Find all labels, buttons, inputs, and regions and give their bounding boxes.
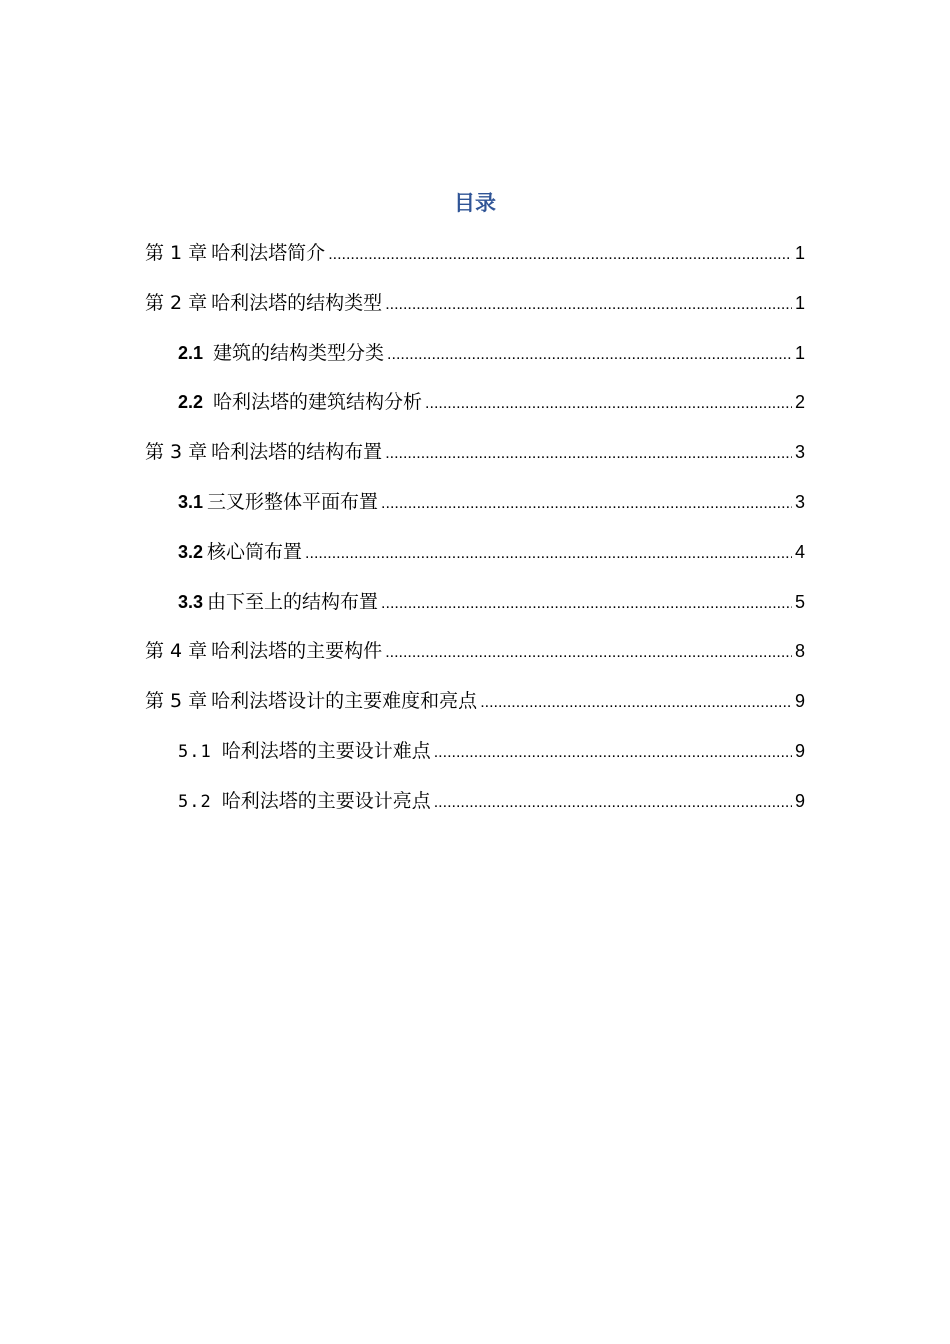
toc-dot-leader	[381, 589, 792, 619]
toc-title: 目录	[454, 191, 496, 215]
toc-entry-title: 哈利法塔设计的主要难度和亮点	[211, 690, 478, 713]
toc-dot-leader	[434, 788, 792, 818]
toc-dot-leader	[385, 290, 792, 320]
toc-entry-chapter-2[interactable]	[145, 288, 805, 338]
toc-entry-section-3-2[interactable]	[145, 537, 805, 587]
toc-dot-leader	[385, 638, 792, 668]
toc-entry-title: 哈利法塔简介	[211, 242, 326, 264]
toc-dot-leader	[305, 539, 792, 569]
toc-entry-page: 8	[794, 641, 805, 662]
toc-entry-page: 9	[794, 740, 805, 761]
toc-dot-leader	[480, 688, 792, 718]
toc-entry-page: 1	[794, 243, 805, 263]
toc-entry-title: 哈利法塔的主要设计亮点	[221, 789, 431, 812]
toc-entry-page: 1	[794, 342, 805, 363]
toc-entry-page: 3	[794, 442, 805, 463]
toc-entry-number: 3.1	[178, 491, 204, 512]
toc-entry-number: 第 4 章	[145, 640, 208, 663]
toc-entry-chapter-3[interactable]	[145, 437, 805, 487]
toc-dot-leader	[434, 738, 792, 768]
toc-entry-title: 哈利法塔的主要设计难点	[221, 739, 431, 762]
toc-entry-page: 3	[794, 491, 805, 512]
toc-entry-section-3-3[interactable]	[145, 587, 805, 637]
toc-dot-leader	[387, 340, 792, 370]
toc-entry-section-2-1[interactable]	[145, 338, 805, 388]
toc-entry-number: 5.1	[178, 741, 212, 762]
toc-dot-leader	[385, 439, 792, 469]
toc-entry-page: 9	[794, 691, 805, 712]
toc-entry-number: 5.2	[178, 791, 212, 812]
toc-entry-page: 2	[794, 392, 805, 413]
toc-entry-number: 第 2 章	[145, 291, 208, 314]
toc-entry-title: 建筑的结构类型分类	[213, 341, 385, 364]
toc-entry-title: 哈利法塔的建筑结构分析	[213, 391, 423, 414]
toc-entry-number: 第 1 章	[145, 242, 208, 264]
toc-entry-chapter-4[interactable]	[145, 636, 805, 686]
toc-entry-title: 哈利法塔的主要构件	[211, 640, 383, 663]
toc-entry-chapter-1[interactable]	[145, 238, 805, 288]
toc-entry-section-2-2[interactable]	[145, 387, 805, 437]
toc-entry-section-5-2[interactable]	[145, 786, 805, 836]
toc-entry-title: 核心筒布置	[207, 540, 303, 563]
toc-entry-page: 5	[794, 591, 805, 612]
toc-entry-page: 1	[794, 292, 805, 313]
toc-dot-leader	[328, 240, 792, 270]
toc-entry-number: 2.2	[178, 392, 204, 413]
toc-entry-title: 哈利法塔的结构类型	[211, 291, 383, 314]
toc-entry-section-3-1[interactable]	[145, 487, 805, 537]
toc-entry-number: 第 3 章	[145, 441, 208, 464]
toc-entry-number: 3.2	[178, 541, 204, 562]
toc-list	[145, 238, 805, 836]
toc-entry-title: 三叉形整体平面布置	[207, 490, 379, 513]
toc-entry-chapter-5[interactable]	[145, 686, 805, 736]
toc-dot-leader	[381, 489, 792, 519]
toc-entry-page: 4	[794, 541, 805, 562]
toc-entry-number: 2.1	[178, 342, 204, 363]
toc-entry-title: 哈利法塔的结构布置	[211, 441, 383, 464]
toc-entry-page: 9	[794, 790, 805, 811]
toc-entry-title: 由下至上的结构布置	[207, 590, 379, 613]
toc-entry-number: 3.3	[178, 591, 204, 612]
toc-entry-section-5-1[interactable]	[145, 736, 805, 786]
toc-dot-leader	[425, 389, 792, 419]
toc-entry-number: 第 5 章	[145, 690, 208, 713]
